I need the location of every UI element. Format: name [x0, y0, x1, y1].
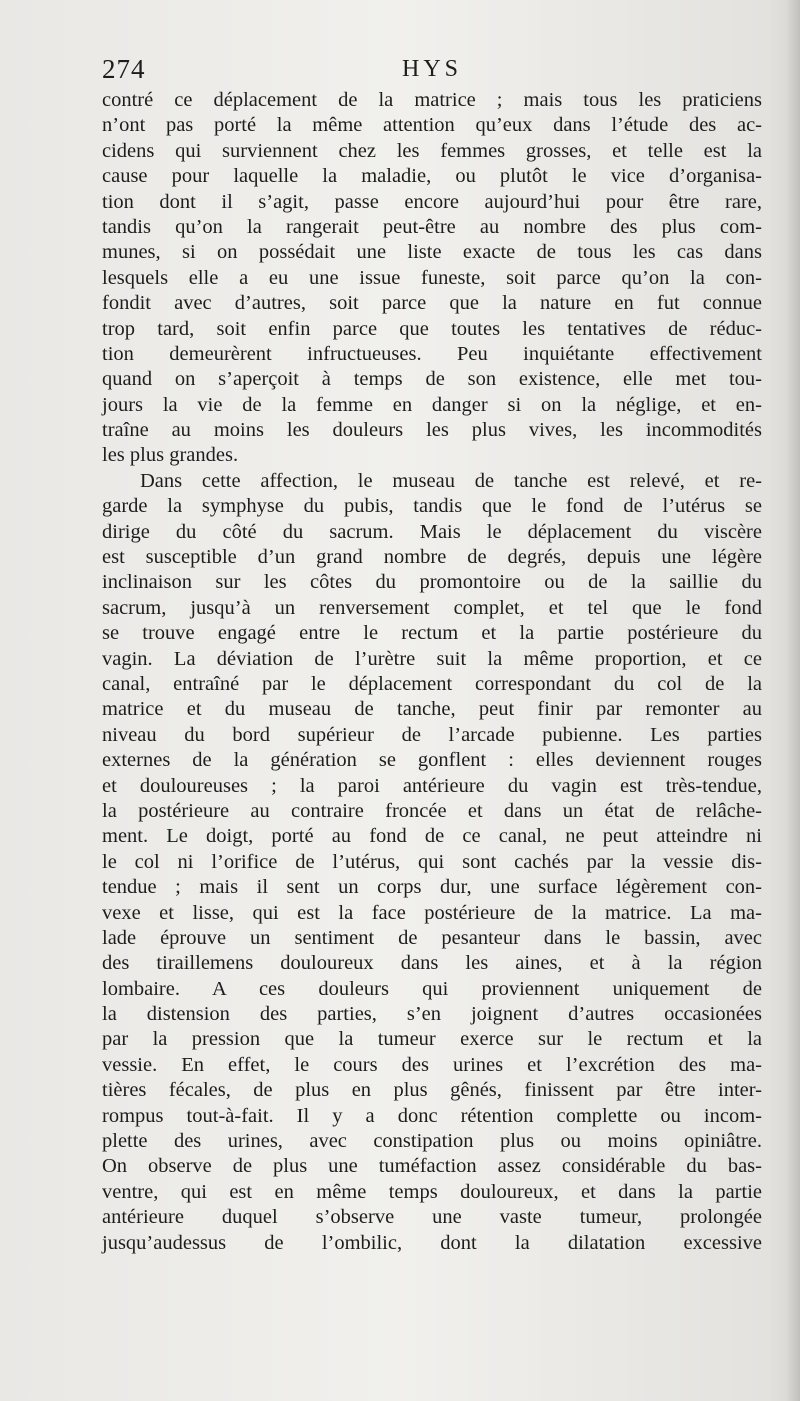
text-line: inclinaison sur les côtes du promontoire ou de la saillie du [102, 571, 762, 594]
text-line: par la pression que la tumeur exerce sur le rectum et la [102, 1028, 762, 1051]
body-text [102, 88, 762, 1256]
text-line: niveau du bord supérieur de l’arcade pubienne. Les parties [102, 723, 762, 746]
text-line: rompus tout-à-fait. Il y a donc rétention complette ou incom- [102, 1104, 762, 1127]
running-head: HYS [402, 56, 463, 82]
text-line: antérieure duquel s’observe une vaste tumeur, prolongée [102, 1206, 762, 1229]
text-line: vexe et lisse, qui est la face postérieure de la matrice. La ma- [102, 901, 762, 924]
text-line: dirige du côté du sacrum. Mais le déplacement du viscère [102, 520, 762, 543]
text-line: vessie. En effet, le cours des urines et l’excrétion des ma- [102, 1053, 762, 1076]
text-line: traîne au moins les douleurs les plus vives, les incommodités [102, 419, 762, 442]
text-line: cause pour laquelle la maladie, ou plutôt le vice d’organisa- [102, 165, 762, 188]
text-line: On observe de plus une tuméfaction assez considérable du bas- [102, 1155, 762, 1178]
text-line: ment. Le doigt, porté au fond de ce canal, ne peut atteindre ni [102, 825, 762, 848]
text-line: cidens qui surviennent chez les femmes grosses, et telle est la [102, 139, 762, 162]
text-line: contré ce déplacement de la matrice ; mais tous les praticiens [102, 89, 762, 111]
text-line: la postérieure au contraire froncée et dans un état de relâche- [102, 799, 762, 822]
text-line: tandis qu’on la rangerait peut-être au nombre des plus com- [102, 215, 762, 238]
text-line: des tiraillemens douloureux dans les aines, et à la région [102, 952, 762, 975]
text-line: ventre, qui est en même temps douloureux, et dans la partie [102, 1180, 762, 1203]
text-line: fondit avec d’autres, soit parce que la nature en fut connue [102, 292, 762, 315]
page-header [102, 52, 762, 88]
text-line: Dans cette affection, le museau de tanche est relevé, et re- [140, 469, 762, 492]
text-line: tières fécales, de plus en plus gênés, finissent par être inter- [102, 1079, 762, 1102]
text-line: n’ont pas porté la même attention qu’eux dans l’étude des ac- [102, 114, 762, 137]
text-line: se trouve engagé entre le rectum et la partie postérieure du [102, 622, 762, 645]
text-line: la distension des parties, s’en joignent d’autres occasionées [102, 1003, 762, 1026]
page-number: 274 [102, 54, 146, 84]
text-line: lesquels elle a eu une issue funeste, soit parce qu’on la con- [102, 266, 762, 289]
text-line: jusqu’audessus de l’ombilic, dont la dilatation excessive [102, 1231, 762, 1254]
text-line: garde la symphyse du pubis, tandis que le fond de l’utérus se [102, 495, 762, 518]
text-line: jours la vie de la femme en danger si on la néglige, et en- [102, 393, 762, 416]
text-line: trop tard, soit enfin parce que toutes les tentatives de réduc- [102, 317, 762, 340]
text-line: lombaire. A ces douleurs qui proviennent uniquement de [102, 977, 762, 1000]
text-line: tendue ; mais il sent un corps dur, une surface légèrement con- [102, 876, 762, 899]
text-line: et douloureuses ; la paroi antérieure du vagin est très-tendue, [102, 774, 762, 797]
text-line: sacrum, jusqu’à un renversement complet, et tel que le fond [102, 596, 762, 619]
text-line: le col ni l’orifice de l’utérus, qui sont cachés par la vessie dis- [102, 850, 762, 873]
text-line: canal, entraîné par le déplacement correspondant du col de la [102, 672, 762, 695]
text-line: tion demeurèrent infructueuses. Peu inquiétante effectivement [102, 342, 762, 365]
text-line: tion dont il s’agit, passe encore aujourd’hui pour être rare, [102, 190, 762, 213]
text-line: les plus grandes. [102, 444, 239, 467]
text-line: lade éprouve un sentiment de pesanteur dans le bassin, avec [102, 926, 762, 949]
text-line: quand on s’aperçoit à temps de son existence, elle met tou- [102, 368, 762, 391]
text-line: externes de la génération se gonflent : elles deviennent rouges [102, 749, 762, 772]
text-line: munes, si on possédait une liste exacte de tous les cas dans [102, 241, 762, 264]
text-line: est susceptible d’un grand nombre de degrés, depuis une légère [102, 546, 762, 569]
text-line: vagin. La déviation de l’urètre suit la même proportion, et ce [102, 647, 762, 670]
text-line: plette des urines, avec constipation plus ou moins opiniâtre. [102, 1130, 762, 1153]
text-line: matrice et du museau de tanche, peut finir par remonter au [102, 698, 762, 721]
page-edge-shadow [786, 0, 800, 1401]
